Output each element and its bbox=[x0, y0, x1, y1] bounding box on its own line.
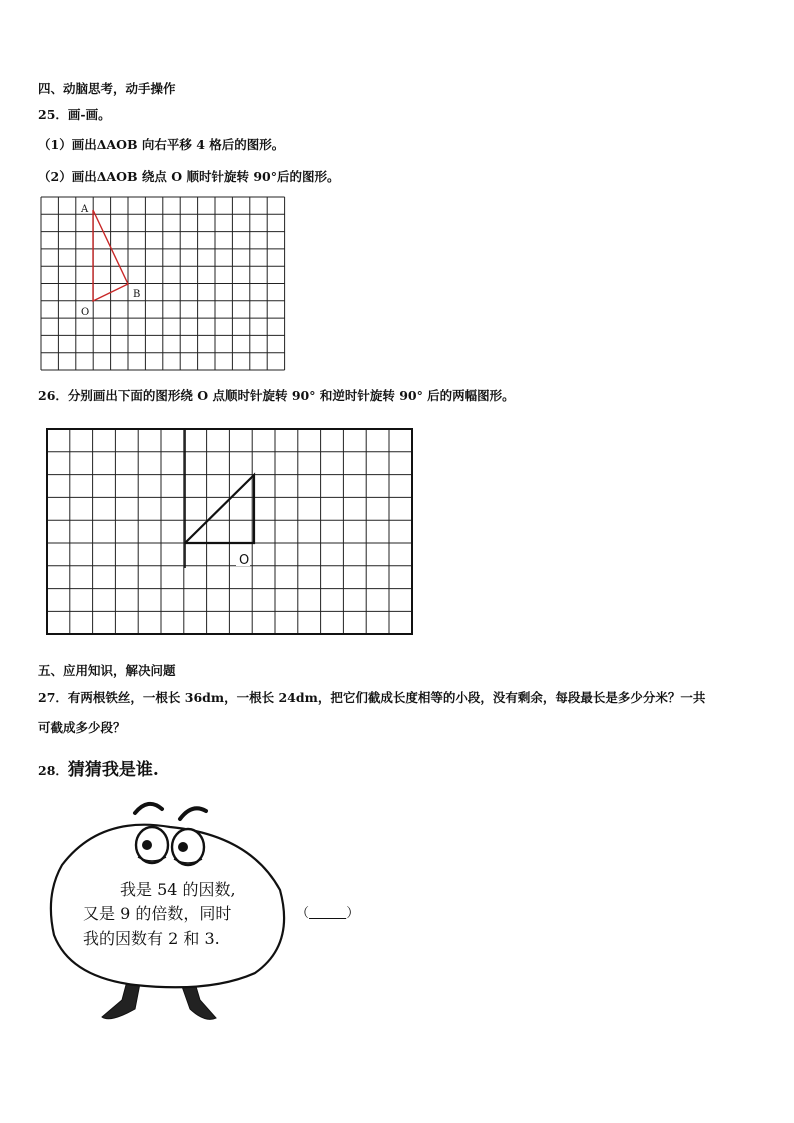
q28-stem: 猜猜我是谁. bbox=[67, 760, 159, 780]
q25-part2: （2）画出ΔAOB 绕点 O 顺时针旋转 90°后的图形。 bbox=[38, 169, 340, 184]
section4-title: 四、动脑思考，动手操作 bbox=[38, 81, 176, 96]
section5-title: 五、应用知识，解决问题 bbox=[38, 663, 176, 678]
q26-grid bbox=[46, 428, 413, 636]
q26-label-o: O bbox=[239, 553, 250, 568]
label-a: A bbox=[81, 204, 89, 215]
q28-heading bbox=[38, 755, 159, 780]
answer-underline bbox=[309, 906, 346, 921]
answer-open-paren: （ bbox=[296, 906, 310, 921]
q26-stem: 26．分别画出下面的图形绕 O 点顺时针旋转 90° 和逆时针旋转 90° 后的两幅图形。 bbox=[38, 388, 515, 403]
label-b: B bbox=[133, 289, 141, 300]
q27-line2: 可截成多少段？ bbox=[38, 720, 126, 735]
q28-number: 28． bbox=[38, 763, 68, 778]
bubble-line1: 我是 54 的因数, bbox=[120, 880, 236, 899]
q25-grid bbox=[40, 196, 286, 372]
q25-part1: （1）画出ΔAOB 向右平移 4 格后的图形。 bbox=[38, 137, 285, 152]
bubble-line3: 我的因数有 2 和 3. bbox=[83, 929, 220, 948]
bubble-line2: 又是 9 的倍数，同时 bbox=[83, 904, 232, 923]
answer-blank[interactable] bbox=[296, 902, 359, 921]
answer-close-paren: ） bbox=[346, 906, 360, 921]
label-o: O bbox=[81, 307, 90, 318]
q26-shape bbox=[185, 475, 254, 543]
q25-stem: 25．画-画。 bbox=[38, 107, 111, 122]
q27-line1: 27．有两根铁丝，一根长 36dm，一根长 24dm，把它们截成长度相等的小段，没有剩余，每段最长是多少分米？一共 bbox=[38, 690, 706, 705]
